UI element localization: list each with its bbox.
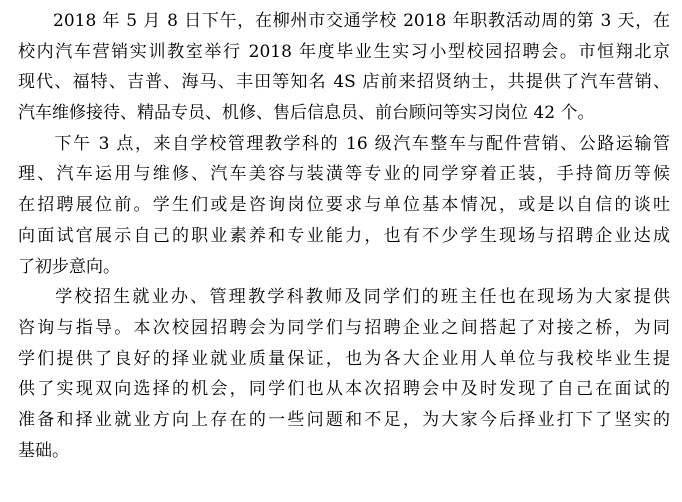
text-line: 了初步意向。 [18, 256, 120, 277]
text-line: 下午 3 点，来自学校管理教学科的 16 级汽车整车与配件营销、公路运输管 [53, 133, 670, 154]
text-line: 供了实现双向选择的机会，同学们也从本次招聘会中及时发现了自己在面试的 [18, 379, 670, 400]
article-body [18, 6, 670, 466]
text-line: 在招聘展位前。学生们或是咨询岗位要求与单位基本情况，或是以自信的谈吐 [18, 195, 670, 216]
paragraph-job-fair-intro [18, 6, 670, 129]
text-line: 学们提供了良好的择业就业质量保证，也为各大企业用人单位与我校毕业生提 [18, 348, 670, 369]
text-line: 咨询与指导。本次校园招聘会为同学们与招聘企业之间搭起了对接之桥，为同 [18, 317, 670, 338]
text-line: 准备和择业就业方向上存在的一些问题和不足，为大家今后择业打下了坚实的 [18, 409, 670, 430]
text-line: 2018 年 5 月 8 日下午，在柳州市交通学校 2018 年职教活动周的第 3 天，在 [53, 11, 670, 31]
text-line: 理、汽车运用与维修、汽车美容与装潢等专业的同学穿着正装，手持简历等候 [18, 164, 670, 185]
text-line: 现代、福特、吉普、海马、丰田等知名 4S 店前来招贤纳士，共提供了汽车营销、 [18, 72, 670, 93]
text-line: 汽车维修接待、精品专员、机修、售后信息员、前台顾问等实习岗位 42 个。 [18, 103, 595, 124]
paragraph-students-participation [18, 129, 670, 282]
paragraph-school-guidance [18, 282, 670, 466]
text-line: 基础。 [18, 440, 69, 461]
text-line: 校内汽车营销实训教室举行 2018 年度毕业生实习小型校园招聘会。市恒翔北京 [18, 41, 670, 62]
text-line: 学校招生就业办、管理教学科教师及同学们的班主任也在现场为大家提供 [53, 287, 670, 308]
text-line: 向面试官展示自己的职业素养和专业能力，也有不少学生现场与招聘企业达成 [18, 225, 670, 246]
